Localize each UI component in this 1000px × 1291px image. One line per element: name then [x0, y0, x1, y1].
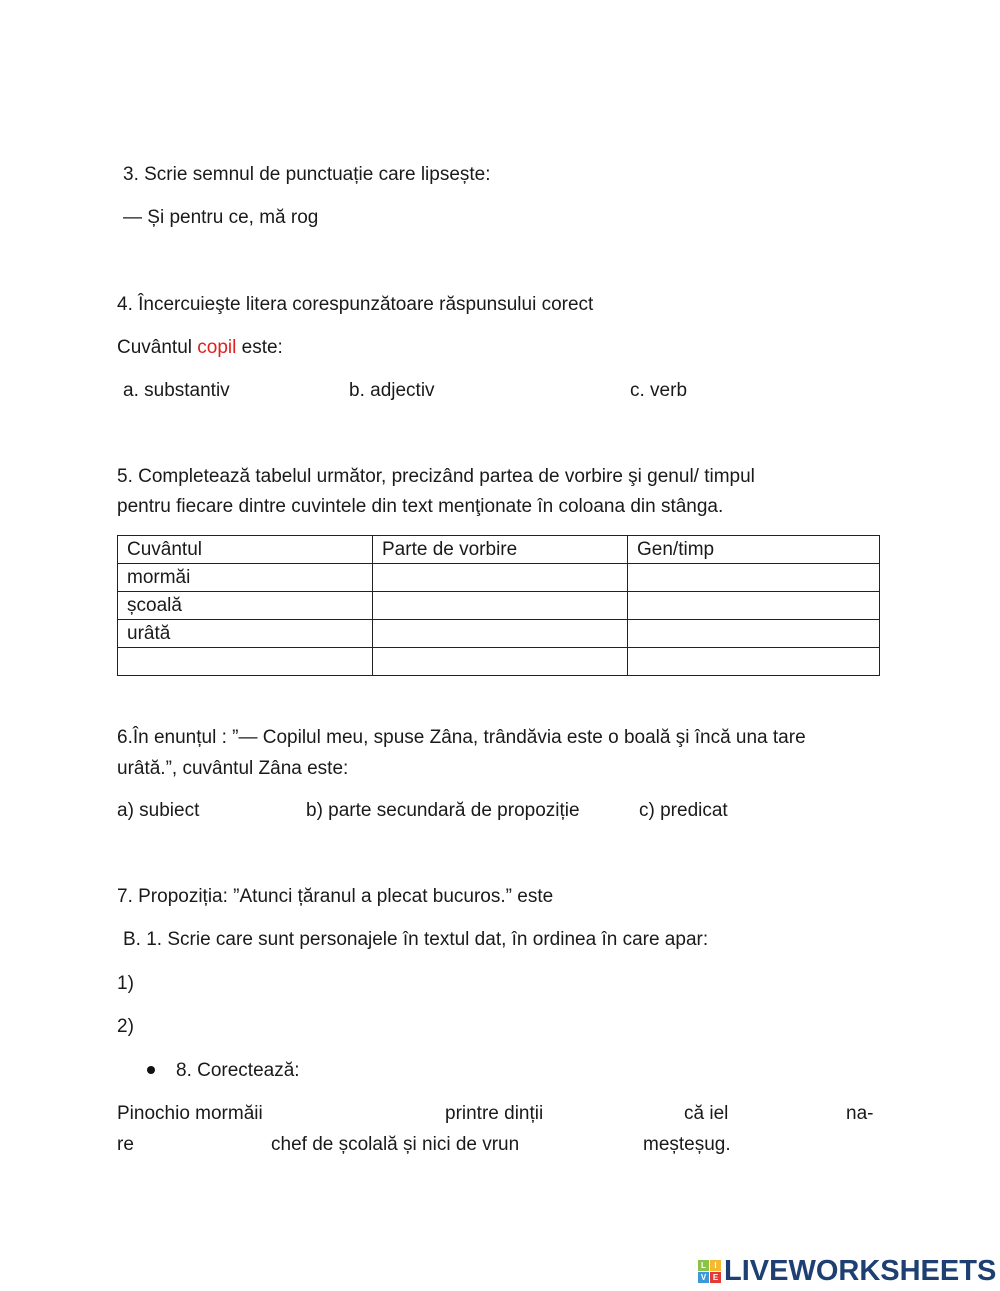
q4-prefix: Cuvântul	[117, 337, 198, 358]
header-cell: Gen/timp	[628, 536, 880, 564]
q4-option-b[interactable]: b. adjectiv	[349, 380, 435, 401]
header-cell: Parte de vorbire	[373, 536, 628, 564]
q6-line1: 6.În enunțul : ”— Copilul meu, spuse Zâna, trândăvia este o boală şi încă una tare	[117, 727, 806, 748]
table-row	[118, 564, 880, 592]
header-cell: Cuvântul	[118, 536, 373, 564]
b1-item-2: 2)	[117, 1016, 134, 1037]
table-cell[interactable]	[118, 648, 373, 676]
q7-title: 7. Propoziția: ”Atunci țăranul a plecat bucuros.” este	[117, 886, 554, 907]
table-cell[interactable]	[628, 592, 880, 620]
q6-line2: urâtă.”, cuvântul Zâna este:	[117, 758, 349, 779]
table-cell[interactable]	[628, 620, 880, 648]
q6-option-a[interactable]: a) subiect	[117, 800, 200, 821]
q8-text-1c: că iel	[684, 1103, 729, 1124]
table-cell[interactable]	[373, 592, 628, 620]
table-cell: școală	[118, 592, 373, 620]
logo-block: V	[698, 1272, 709, 1283]
q8-text-2b: chef de școlală și nici de vrun	[271, 1134, 520, 1155]
logo-text: LIVEWORKSHEETS	[724, 1255, 997, 1287]
q8-text-1d: na-	[846, 1103, 874, 1124]
bullet-icon	[147, 1066, 155, 1074]
table-cell[interactable]	[628, 648, 880, 676]
table-cell[interactable]	[373, 564, 628, 592]
q4-question	[117, 337, 283, 359]
logo-block: L	[698, 1260, 709, 1271]
q5-line2: pentru fiecare dintre cuvintele din text menţionate în coloana din stânga.	[117, 496, 724, 517]
table-cell: urâtă	[118, 620, 373, 648]
q4-option-a[interactable]: a. substantiv	[123, 380, 230, 401]
q8-text-1a: Pinochio mormăii	[117, 1103, 263, 1124]
table-row	[118, 620, 880, 648]
table-cell: mormăi	[118, 564, 373, 592]
table-row	[118, 592, 880, 620]
b1-item-1: 1)	[117, 973, 134, 994]
q4-option-c[interactable]: c. verb	[630, 380, 688, 401]
q6-option-b[interactable]: b) parte secundară de propoziție	[306, 800, 580, 821]
q8-text-2c: meșteșug.	[643, 1134, 731, 1155]
logo-block: I	[710, 1260, 721, 1271]
q5-table	[117, 535, 880, 676]
q8-text-1b: printre dinții	[445, 1103, 544, 1124]
q6-option-c[interactable]: c) predicat	[639, 800, 728, 821]
q3-title: 3. Scrie semnul de punctuație care lipsește:	[123, 164, 491, 185]
liveworksheets-logo	[698, 1255, 996, 1288]
q8-text-2a: re	[117, 1134, 134, 1155]
q4-word: copil	[197, 337, 237, 358]
q4-suffix: este:	[236, 337, 283, 358]
table-cell[interactable]	[373, 648, 628, 676]
q5-line1: 5. Completează tabelul următor, precizând partea de vorbire şi genul/ timpul	[117, 466, 755, 487]
table-cell[interactable]	[628, 564, 880, 592]
table-cell[interactable]	[373, 620, 628, 648]
q4-title: 4. Încercuieşte litera corespunzătoare răspunsului corect	[117, 294, 594, 315]
table-header-row	[118, 536, 880, 564]
b1-title: B. 1. Scrie care sunt personajele în textul dat, în ordinea în care apar:	[123, 929, 709, 950]
q3-line: — Și pentru ce, mă rog	[123, 207, 319, 228]
table-row	[118, 648, 880, 676]
logo-block: E	[710, 1272, 721, 1283]
logo-blocks-icon	[698, 1260, 721, 1283]
q8-title: 8. Corectează:	[176, 1060, 300, 1081]
